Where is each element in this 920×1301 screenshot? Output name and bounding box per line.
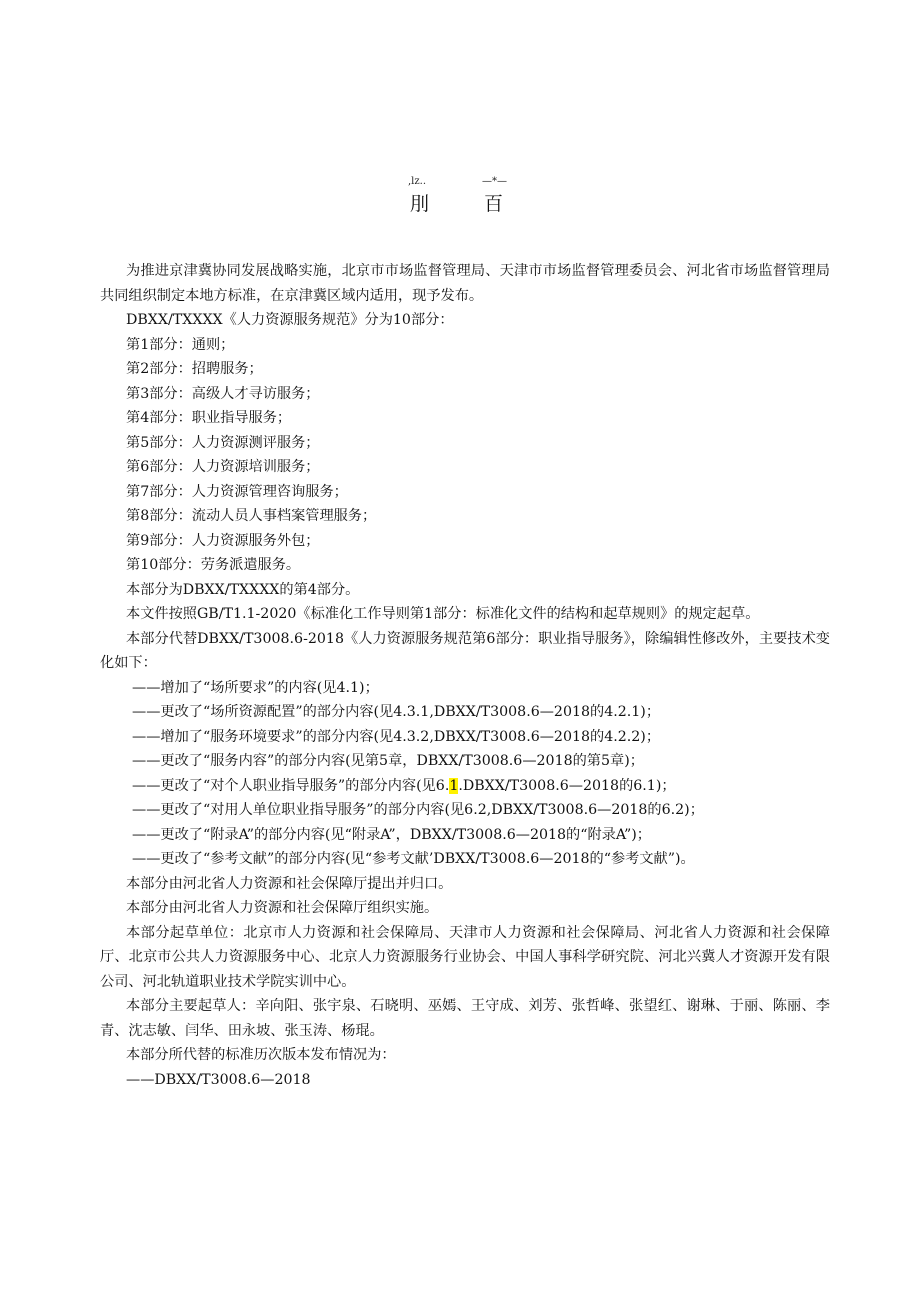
page-title-char-2: 百: [484, 193, 504, 215]
part-item: 第1部分：通则；: [126, 336, 235, 353]
drafters-statement: 本部分主要起草人：辛向阳、张宇泉、石晓明、巫嫣、王守成、刘芳、张哲峰、张望红、谢琳、于丽、陈丽、李青、沈志敏、闫华、田永坡、张玉涛、杨琨。: [100, 998, 830, 1039]
change-item-text-after: .DBXX/T3008.6—2018的6.1)；: [458, 777, 676, 794]
history-intro: 本部分所代替的标准历次版本发布情况为：: [126, 1047, 396, 1063]
implemented-by-statement: 本部分由河北省人力资源和社会保障厅组织实施。: [126, 900, 439, 916]
change-item-highlighted: [100, 774, 830, 799]
foreword-body: [100, 259, 830, 1092]
part-item: 第5部分：人力资源测评服务；: [126, 434, 320, 451]
change-item: ——增加了“场所要求”的内容(见4.1)；: [132, 679, 379, 696]
drafting-rule-statement: 本文件按照GB/T1.1-2020《标准化工作导则第1部分：标准化文件的结构和起草规则》的规定起草。: [126, 606, 760, 622]
highlighted-text: 1: [449, 777, 459, 794]
part-item: 第4部分：职业指导服务；: [126, 410, 292, 426]
change-item: ——更改了“对用人单位职业指导服务”的部分内容(见6.2,DBXX/T3008.6—2018的6.2)；: [132, 802, 704, 818]
header-mark-left: ,lz..: [408, 176, 427, 187]
page-title: [400, 190, 520, 218]
change-item-text-before: ——更改了“对个人职业指导服务”的部分内容(见6.: [132, 777, 450, 794]
part-item: 第10部分：劳务派遣服务。: [126, 557, 301, 573]
change-item: ——更改了“服务内容”的部分内容(见第5章，DBXX/T3008.6—2018的第5章)；: [132, 753, 644, 769]
page-title-char-1: 刖: [410, 193, 430, 215]
change-item: ——更改了“附录A”的部分内容(见“附录A”，DBXX/T3008.6—2018的“附录A”)；: [132, 826, 651, 843]
part-item: 第9部分：人力资源服务外包；: [126, 532, 320, 549]
part-item: 第3部分：高级人才寻访服务；: [126, 385, 320, 402]
change-item: ——更改了“参考文献”的部分内容(见“参考文献’DBXX/T3008.6—2018的“参考文献”)。: [132, 851, 695, 867]
this-part-statement: 本部分为DBXX/TXXXX的第4部分。: [126, 581, 360, 598]
history-item: ——DBXX/T3008.6—2018: [126, 1071, 311, 1088]
part-item: 第8部分：流动人员人事档案管理服务；: [126, 508, 377, 524]
part-item: 第2部分：招聘服务；: [126, 361, 263, 377]
drafting-units-statement: 本部分起草单位：北京市人力资源和社会保障局、天津市人力资源和社会保障局、河北省人力资源和社会保障厅、北京市公共人力资源服务中心、北京人力资源服务行业协会、中国人事科学研究院、河北兴冀人才资源开发有限公司、河北轨道职业技术学院实训中心。: [100, 924, 830, 990]
intro-paragraph: 为推进京津冀协同发展战略实施，北京市市场监督管理局、天津市市场监督管理委员会、河北省市场监督管理局共同组织制定本地方标准，在京津冀区域内适用，现予发布。: [100, 263, 830, 304]
part-item: 第6部分：人力资源培训服务；: [126, 459, 320, 475]
part-item: 第7部分：人力资源管理咨询服务；: [126, 483, 348, 500]
series-intro: DBXX/TXXXX《人力资源服务规范》分为10部分：: [126, 312, 454, 328]
proposed-by-statement: 本部分由河北省人力资源和社会保障厅提出并归口。: [126, 875, 453, 892]
change-item: ——增加了“服务环境要求”的部分内容(见4.3.2,DBXX/T3008.6—2018的4.2.2)；: [132, 728, 661, 745]
replaces-statement: 本部分代替DBXX/T3008.6-2018《人力资源服务规范第6部分：职业指导服务》，除编辑性修改外，主要技术变化如下：: [100, 630, 830, 671]
change-item: ——更改了“场所资源配置”的部分内容(见4.3.1,DBXX/T3008.6—2018的4.2.1)；: [132, 704, 661, 720]
header-mark-right: —*—: [482, 176, 507, 187]
